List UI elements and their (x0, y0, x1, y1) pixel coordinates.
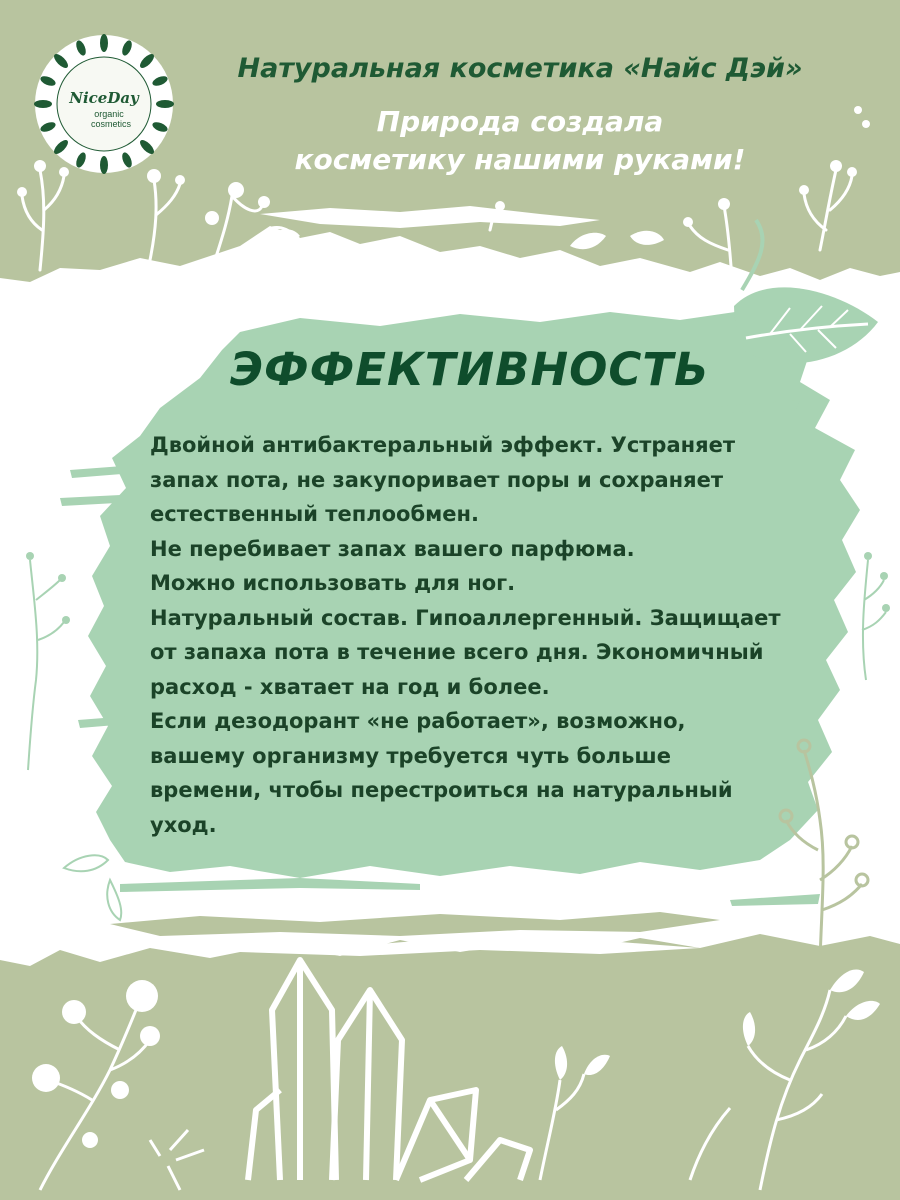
slogan-line: Природа создала (376, 105, 664, 138)
left-vine (28, 560, 64, 770)
description-line: времени, чтобы перестроиться на натуральный (150, 778, 733, 802)
section-title: ЭФФЕКТИВНОСТЬ (230, 343, 710, 396)
logo-sub-text: cosmetics (90, 119, 132, 129)
description-line: Двойной антибактеральный эффект. Устраняет (150, 433, 736, 457)
description-line: Натуральный состав. Гипоаллергенный. Защищает (150, 605, 781, 630)
bottom-white-gap (150, 934, 700, 956)
description-line: уход. (150, 812, 217, 837)
logo-sub-text: organic (94, 109, 124, 119)
slogan-line: косметику нашими руками! (294, 143, 746, 176)
brush-stroke (120, 878, 420, 892)
bottom-left-leaves (64, 855, 121, 920)
bottom-torn-streak (110, 912, 720, 936)
description-line: от запаха пота в течение всего дня. Экономичный (150, 640, 764, 664)
description-line: естественный теплообмен. (150, 502, 480, 526)
description-line: вашему организму требуется чуть больше (150, 743, 671, 768)
description-line: расход - хватает на год и более. (150, 674, 550, 699)
brush-stroke (730, 894, 820, 906)
description-line: Если дезодорант «не работает», возможно, (150, 709, 686, 733)
description-line: Не перебивает запах вашего парфюма. (150, 536, 635, 561)
description-line: запах пота, не закупоривает поры и сохраняет (150, 467, 724, 492)
brand-logo (33, 33, 175, 175)
brand-heading: Натуральная косметика «Найс Дэй» (237, 53, 803, 84)
description-line: Можно использовать для ног. (150, 571, 516, 595)
logo-brand-text: NiceDay (69, 89, 139, 107)
description-text (150, 428, 810, 842)
